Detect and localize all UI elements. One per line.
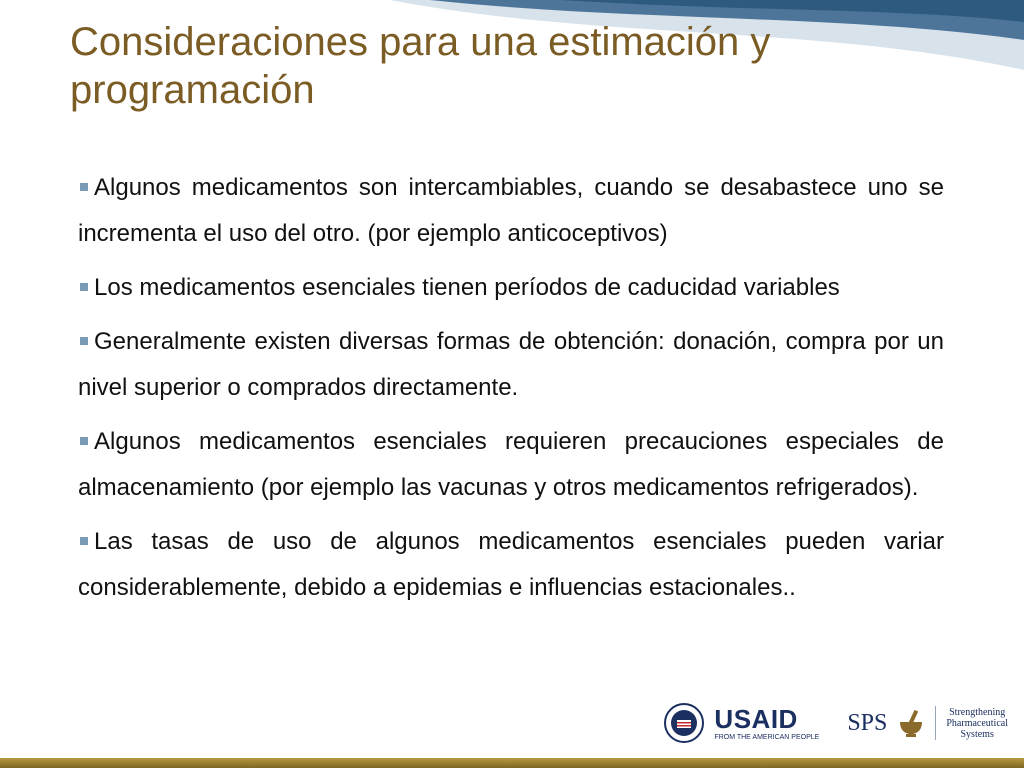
footer-bar (0, 758, 1024, 768)
bullet-item (78, 319, 944, 411)
footer-logos (664, 696, 1008, 750)
sps-tagline (946, 707, 1008, 740)
bullet-list (78, 165, 944, 619)
bullet-item (78, 165, 944, 257)
usaid-tagline: FROM THE AMERICAN PEOPLE (714, 733, 820, 741)
bullet-square-icon (80, 183, 88, 191)
logo-divider (935, 706, 936, 740)
mortar-pestle-icon (897, 708, 925, 738)
usaid-logo (714, 703, 820, 741)
bullet-square-icon (80, 283, 88, 291)
bullet-text: Generalmente existen diversas formas de obtención: donación, compra por un nivel superior o comprados directamente. (78, 328, 944, 401)
bullet-square-icon (80, 437, 88, 445)
bullet-square-icon (80, 537, 88, 545)
bullet-text: Algunos medicamentos son intercambiables, cuando se desabastece uno se incrementa el uso del otro. (por ejemplo anticoceptivos) (78, 174, 944, 247)
sps-tagline-line: Pharmaceutical (946, 717, 1008, 729)
sps-tagline-line: Strengthening (949, 706, 1006, 718)
bullet-text: Algunos medicamentos esenciales requieren precauciones especiales de almacenamiento (por ejemplo las vacunas y otros medicamentos refrigerados). (78, 428, 944, 501)
sps-tagline-line: Systems (960, 728, 994, 740)
usaid-wordmark: USAID (714, 703, 798, 734)
slide-title: Consideraciones para una estimación y programación (70, 20, 771, 112)
bullet-square-icon (80, 337, 88, 345)
bullet-text: Las tasas de uso de algunos medicamentos esenciales pueden variar considerablemente, debido a epidemias e influencias estacionales.. (78, 528, 944, 601)
bullet-item (78, 519, 944, 611)
sps-wordmark: SPS (847, 709, 888, 736)
bullet-item (78, 419, 944, 511)
bullet-text: Los medicamentos esenciales tienen períodos de caducidad variables (94, 274, 840, 301)
usaid-seal-icon (664, 703, 704, 743)
bullet-item (78, 265, 944, 311)
